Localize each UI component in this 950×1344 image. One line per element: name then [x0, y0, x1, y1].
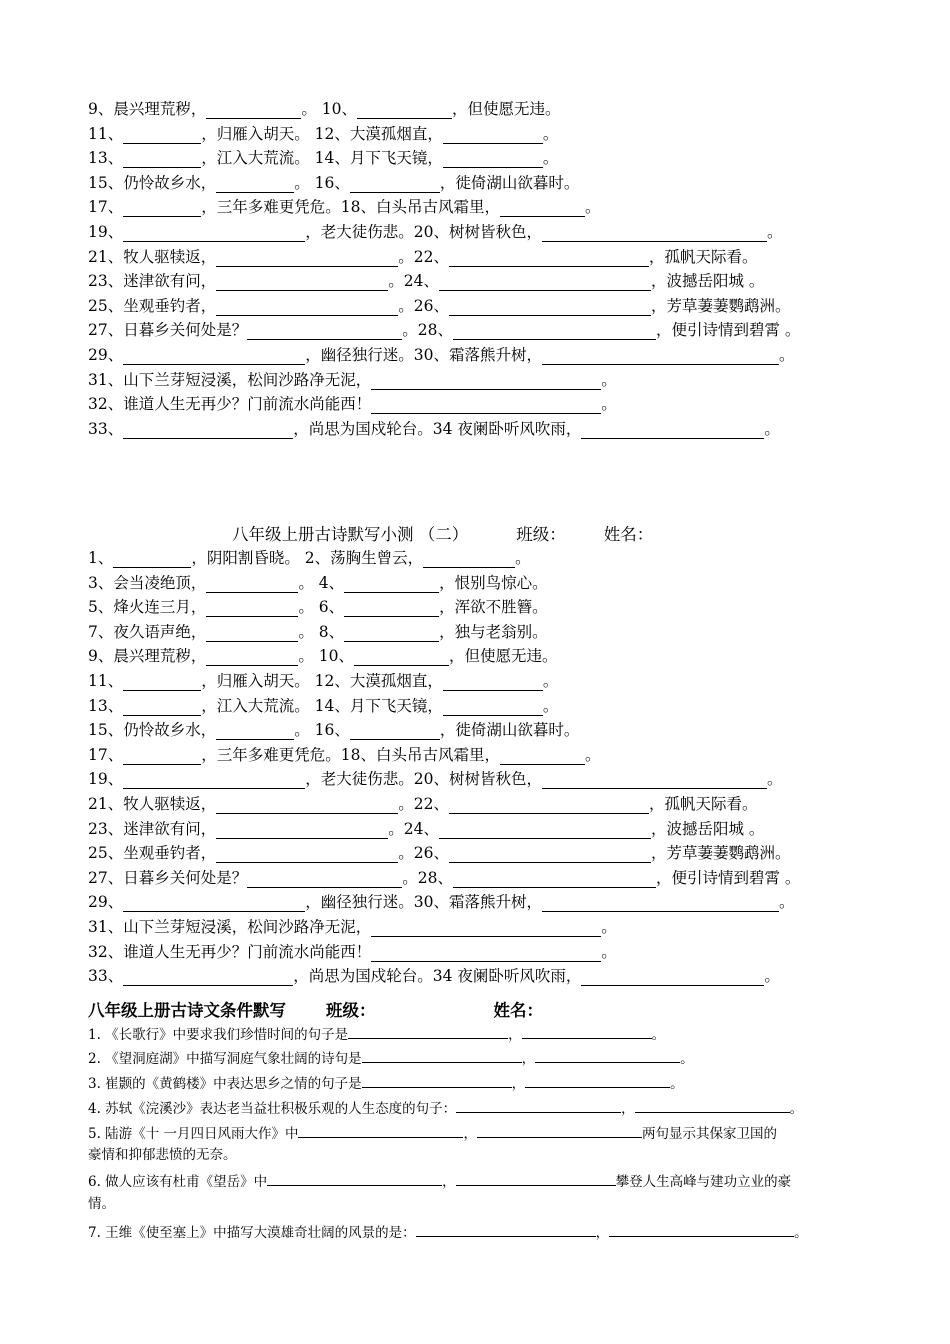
quiz2-fill-text: 3、会当凌绝顶， — [88, 573, 207, 592]
answer-blank[interactable] — [443, 127, 543, 144]
quiz-title-text: 八年级上册古诗默写小测 （二） — [232, 525, 469, 544]
poem-fill-text: 。 — [601, 395, 617, 414]
answer-blank[interactable] — [581, 969, 764, 986]
condition-text: ， — [521, 1051, 536, 1067]
condition-text: 攀登人生高峰与建功立业的豪 — [615, 1174, 792, 1190]
poem-fill-text: 9、晨兴理荒秽， — [88, 100, 207, 118]
poem-fill-text: 15、仍怜故乡水， — [88, 173, 217, 192]
answer-blank[interactable] — [216, 250, 398, 267]
condition-item — [88, 1098, 803, 1118]
quiz2-fill-text: 27、日暮乡关何处是？ — [88, 868, 248, 887]
quiz-title — [232, 521, 653, 545]
quiz2-fill-line — [88, 548, 531, 569]
condition-text: 。 — [789, 1101, 804, 1117]
answer-blank[interactable] — [542, 225, 767, 242]
quiz2-fill-text: 29、 — [88, 893, 124, 912]
answer-blank[interactable] — [354, 649, 449, 666]
answer-blank[interactable] — [216, 797, 398, 814]
answer-blank[interactable] — [522, 1024, 652, 1039]
quiz2-fill-text: ，便引诗情到碧霄 。 — [655, 868, 801, 887]
answer-blank[interactable] — [123, 422, 293, 439]
poem-fill-text: 。22、 — [398, 247, 449, 266]
quiz2-fill-text: ，浑欲不胜簪。 — [439, 598, 548, 617]
quiz2-fill-text: 。 — [584, 745, 601, 764]
poem-fill-text: 。 — [778, 346, 795, 364]
answer-blank[interactable] — [535, 1048, 680, 1063]
answer-blank[interactable] — [423, 551, 515, 568]
answer-blank[interactable] — [348, 1024, 508, 1039]
quiz2-fill-text: 。 8、 — [298, 622, 345, 641]
answer-blank[interactable] — [216, 176, 294, 193]
condition-text: 。 — [680, 1051, 694, 1067]
answer-blank[interactable] — [123, 225, 305, 242]
poem-fill-text: ，徙倚湖山欲暮时。 — [439, 173, 580, 192]
poem-fill-line — [88, 197, 600, 218]
answer-blank[interactable] — [500, 200, 585, 217]
poem-fill-text: ，幽径独行迷。30、霜落熊升树， — [305, 346, 542, 364]
condition-item — [88, 1171, 791, 1191]
poem-fill-text: ，三年多难更凭危。18、白头吊古风霜里， — [201, 198, 500, 217]
answer-blank[interactable] — [453, 871, 656, 888]
poem-fill-line — [88, 247, 757, 268]
poem-fill-line — [88, 148, 558, 169]
condition-text: ， — [508, 1027, 522, 1043]
poem-fill-line — [88, 419, 780, 440]
answer-blank[interactable] — [216, 723, 294, 740]
quiz2-fill-text: 31、山下兰芽短浸溪，松间沙路净无泥， — [88, 918, 372, 936]
quiz2-fill-line — [88, 573, 548, 594]
poem-fill-text: 。24、 — [388, 272, 439, 291]
quiz2-fill-text: 32、谁道人生无再少？门前流水尚能西！ — [88, 942, 372, 961]
answer-blank[interactable] — [525, 1073, 670, 1088]
answer-blank[interactable] — [453, 323, 656, 340]
answer-blank[interactable] — [123, 969, 293, 986]
quiz2-fill-text: ，波撼岳阳城 。 — [650, 819, 765, 838]
quiz2-fill-line — [88, 769, 782, 790]
quiz2-fill-text: 。 6、 — [298, 598, 345, 617]
answer-blank[interactable] — [371, 920, 601, 937]
section-title-text: 八年级上册古诗文条件默写 — [88, 1001, 286, 1020]
answer-blank[interactable] — [344, 576, 439, 593]
poem-fill-text: 32、谁道人生无再少？门前流水尚能西！ — [88, 395, 372, 414]
poem-fill-text: 。 — [601, 370, 617, 389]
poem-fill-text: 13、 — [88, 149, 124, 168]
class-label: 班级： — [326, 1001, 376, 1020]
answer-blank[interactable] — [344, 625, 439, 642]
answer-blank[interactable] — [123, 674, 201, 691]
answer-blank[interactable] — [123, 151, 201, 168]
quiz2-fill-text: 。26、 — [398, 844, 449, 863]
quiz2-fill-text: 。 — [542, 696, 559, 715]
poem-fill-text: 17、 — [88, 198, 124, 217]
quiz2-fill-text: 。 — [764, 967, 780, 986]
condition-text: 。 — [670, 1076, 684, 1092]
quiz2-fill-text: 。 — [601, 918, 617, 936]
poem-fill-text: 。 16、 — [294, 173, 350, 192]
poem-fill-text: 27、日暮乡关何处是？ — [88, 321, 248, 340]
poem-fill-text: 。 10、 — [301, 100, 358, 118]
answer-blank[interactable] — [216, 299, 398, 316]
answer-blank[interactable] — [449, 846, 651, 863]
answer-blank[interactable] — [456, 1098, 621, 1113]
poem-fill-text: ，江入大荒流。 14、月下飞天镜， — [201, 149, 443, 168]
condition-item — [88, 1073, 684, 1093]
poem-fill-line — [88, 345, 794, 366]
condition-text: 。 — [651, 1027, 666, 1043]
answer-blank[interactable] — [449, 299, 651, 316]
quiz2-fill-line — [88, 671, 558, 692]
quiz2-fill-text: 9、晨兴理荒秽， — [88, 647, 207, 666]
answer-blank[interactable] — [635, 1098, 790, 1113]
condition-text: 情。 — [88, 1196, 115, 1212]
answer-blank[interactable] — [500, 748, 585, 765]
quiz2-fill-text: ，江入大荒流。 14、月下飞天镜， — [201, 696, 443, 715]
answer-blank[interactable] — [542, 895, 779, 912]
answer-blank[interactable] — [362, 1048, 522, 1063]
answer-blank[interactable] — [456, 1171, 616, 1186]
quiz2-fill-line — [88, 794, 757, 815]
quiz2-fill-text: 15、仍怜故乡水， — [88, 721, 217, 740]
quiz2-fill-line — [88, 622, 548, 643]
poem-fill-text: 。 — [584, 198, 601, 217]
answer-blank[interactable] — [113, 551, 191, 568]
quiz2-fill-text: ，芳草萋萋鹦鹉洲。 — [650, 844, 791, 863]
condition-text: 。 — [794, 1225, 808, 1241]
quiz2-fill-text: ，尚思为国戍轮台。34 夜阑卧听风吹雨， — [293, 967, 582, 986]
answer-blank[interactable] — [123, 748, 201, 765]
quiz2-fill-line — [88, 892, 794, 913]
answer-blank[interactable] — [206, 649, 298, 666]
quiz2-fill-text: 。24、 — [388, 819, 439, 838]
poem-fill-line — [88, 99, 561, 120]
answer-blank[interactable] — [443, 674, 543, 691]
condition-item — [88, 1222, 808, 1242]
quiz2-fill-line — [88, 942, 617, 963]
quiz2-fill-line — [88, 843, 790, 864]
answer-blank[interactable] — [206, 102, 301, 119]
quiz2-fill-text: 7、夜久语声绝， — [88, 622, 207, 641]
quiz2-fill-text: 。 16、 — [294, 721, 350, 740]
poem-fill-text: ，但使愿无违。 — [452, 100, 561, 118]
poem-fill-text: 31、山下兰芽短浸溪，松间沙路净无泥， — [88, 370, 372, 389]
quiz2-fill-text: 23、迷津欲有问， — [88, 819, 217, 838]
name-label: 姓名： — [493, 1001, 543, 1020]
answer-blank[interactable] — [362, 1073, 512, 1088]
condition-text: 2. 《望洞庭湖》中描写洞庭气象壮阔的诗句是 — [88, 1051, 362, 1067]
answer-blank[interactable] — [357, 102, 452, 119]
quiz2-fill-line — [88, 966, 780, 987]
quiz2-fill-text: ，阴阳割昏晓。 2、荡胸生曾云， — [191, 549, 424, 567]
answer-blank[interactable] — [298, 1123, 463, 1138]
answer-blank[interactable] — [247, 323, 402, 340]
poem-fill-line — [88, 271, 764, 292]
answer-blank[interactable] — [123, 127, 201, 144]
condition-item — [88, 1123, 777, 1143]
condition-text: 4. 苏轼《浣溪沙》表达老当益壮积极乐观的人生态度的句子： — [88, 1101, 457, 1117]
quiz2-fill-text: ，归雁入胡天。 12、大漠孤烟直， — [201, 672, 443, 690]
condition-text: ， — [442, 1174, 456, 1190]
quiz2-fill-text: 。 10、 — [298, 647, 355, 666]
poem-fill-line — [88, 222, 782, 243]
answer-blank[interactable] — [206, 600, 298, 617]
quiz2-fill-text: 25、坐观垂钓者， — [88, 844, 217, 863]
quiz2-fill-text: ，徙倚湖山欲暮时。 — [439, 721, 580, 740]
quiz2-fill-line — [88, 597, 548, 618]
poem-fill-line — [88, 296, 790, 317]
poem-fill-text: 。28、 — [402, 321, 453, 340]
quiz2-fill-text: ，但使愿无违。 — [449, 647, 558, 666]
section-title — [88, 997, 543, 1021]
quiz2-fill-text: 。 — [601, 942, 617, 961]
quiz2-fill-line — [88, 819, 764, 840]
answer-blank[interactable] — [443, 151, 543, 168]
poem-fill-text: 。 — [542, 124, 559, 143]
quiz2-fill-text: 1、 — [88, 549, 114, 567]
answer-blank[interactable] — [123, 895, 305, 912]
quiz2-fill-line — [88, 917, 617, 938]
poem-fill-text: 29、 — [88, 346, 124, 364]
poem-fill-text: 23、迷津欲有问， — [88, 272, 217, 291]
answer-blank[interactable] — [247, 871, 402, 888]
quiz2-fill-text: 。 — [778, 893, 795, 912]
answer-blank[interactable] — [439, 274, 651, 291]
quiz2-fill-text: 。28、 — [402, 868, 453, 887]
quiz2-fill-text: ，独与老翁别。 — [439, 622, 548, 641]
poem-fill-text: 。26、 — [398, 296, 449, 315]
poem-fill-text: 21、牧人驱犊返， — [88, 247, 217, 266]
quiz2-fill-text: 5、烽火连三月， — [88, 598, 207, 617]
name-label: 姓名： — [603, 525, 654, 544]
quiz2-fill-text: 13、 — [88, 696, 124, 715]
quiz2-fill-text: 。 — [515, 549, 531, 567]
poem-fill-line — [88, 394, 617, 415]
quiz2-fill-text: 。 4、 — [298, 573, 345, 592]
quiz2-fill-text: 21、牧人驱犊返， — [88, 795, 217, 813]
answer-blank[interactable] — [439, 822, 651, 839]
condition-text: 豪情和抑郁悲愤的无奈。 — [88, 1147, 237, 1163]
answer-blank[interactable] — [542, 772, 767, 789]
condition-text: 5. 陆游《十 一月四日风雨大作》中 — [88, 1126, 299, 1142]
poem-fill-text: 。 — [764, 419, 780, 438]
poem-fill-text: 25、坐观垂钓者， — [88, 296, 217, 315]
quiz2-fill-text: 11、 — [88, 672, 124, 690]
answer-blank[interactable] — [123, 200, 201, 217]
poem-fill-line — [88, 370, 617, 391]
quiz2-fill-text: 。22、 — [398, 795, 449, 813]
class-label: 班级： — [516, 525, 566, 544]
condition-text: 6. 做人应该有杜甫《望岳》中 — [88, 1174, 268, 1190]
poem-fill-text: ，老大徒伤悲。20、树树皆秋色， — [305, 223, 542, 241]
poem-fill-text: 。 — [766, 223, 783, 241]
answer-blank[interactable] — [449, 250, 649, 267]
poem-fill-text: ，归雁入胡天。 12、大漠孤烟直， — [201, 124, 443, 143]
answer-blank[interactable] — [267, 1171, 442, 1186]
answer-blank[interactable] — [123, 772, 305, 789]
answer-blank[interactable] — [123, 348, 305, 365]
condition-item — [88, 1048, 694, 1068]
condition-text: 两句显示其保家卫国的 — [641, 1126, 777, 1142]
condition-text: ， — [463, 1126, 477, 1142]
condition-text: ， — [595, 1225, 610, 1241]
condition-text: 7. 王维《使至塞上》中描写大漠雄奇壮阔的风景的是： — [88, 1225, 416, 1241]
poem-fill-text: 33、 — [88, 419, 124, 438]
quiz2-fill-text: 。 — [766, 770, 783, 789]
quiz2-fill-text: 19、 — [88, 770, 124, 789]
answer-blank[interactable] — [350, 176, 440, 193]
answer-blank[interactable] — [581, 422, 764, 439]
poem-fill-text: 11、 — [88, 124, 124, 143]
poem-fill-text: ，尚思为国戍轮台。34 夜阑卧听风吹雨， — [293, 419, 582, 438]
quiz2-fill-line — [88, 696, 558, 717]
quiz2-fill-text: ，幽径独行迷。30、霜落熊升树， — [305, 893, 542, 912]
quiz2-fill-text: ，老大徒伤悲。20、树树皆秋色， — [305, 770, 542, 789]
quiz2-fill-line — [88, 745, 600, 766]
quiz2-fill-text: ，恨别鸟惊心。 — [439, 573, 548, 592]
condition-text: ， — [621, 1101, 635, 1117]
answer-blank[interactable] — [216, 274, 388, 291]
quiz2-fill-line — [88, 868, 800, 889]
condition-item — [88, 1024, 665, 1044]
answer-blank[interactable] — [350, 723, 440, 740]
answer-blank[interactable] — [371, 945, 601, 962]
poem-fill-line — [88, 320, 800, 341]
poem-fill-text: ，孤帆天际看。 — [648, 247, 758, 266]
poem-fill-line — [88, 173, 579, 194]
condition-item — [88, 1146, 237, 1164]
answer-blank[interactable] — [371, 373, 601, 390]
quiz2-fill-line — [88, 646, 558, 667]
poem-fill-line — [88, 124, 558, 145]
condition-item — [88, 1195, 115, 1213]
answer-blank[interactable] — [216, 846, 398, 863]
answer-blank[interactable] — [371, 397, 601, 414]
answer-blank[interactable] — [206, 576, 298, 593]
answer-blank[interactable] — [542, 348, 779, 365]
answer-blank[interactable] — [449, 797, 649, 814]
poem-fill-text: 19、 — [88, 223, 124, 241]
quiz2-fill-text: 17、 — [88, 745, 124, 764]
poem-fill-text: ，芳草萋萋鹦鹉洲。 — [650, 296, 791, 315]
condition-text: 3. 崔颢的《黄鹤楼》中表达思乡之情的句子是 — [88, 1076, 362, 1092]
answer-blank[interactable] — [416, 1222, 596, 1237]
condition-text: ， — [511, 1076, 526, 1092]
poem-fill-text: ，便引诗情到碧霄 。 — [655, 321, 801, 340]
poem-fill-text: 。 — [542, 149, 559, 168]
answer-blank[interactable] — [206, 625, 298, 642]
quiz2-fill-text: 。 — [542, 672, 559, 690]
quiz2-fill-text: 33、 — [88, 967, 124, 986]
condition-text: 1. 《长歌行》中要求我们珍惜时间的句子是 — [88, 1027, 349, 1043]
answer-blank[interactable] — [477, 1123, 642, 1138]
answer-blank[interactable] — [216, 822, 388, 839]
answer-blank[interactable] — [609, 1222, 794, 1237]
quiz2-fill-text: ，三年多难更凭危。18、白头吊古风霜里， — [201, 745, 500, 764]
quiz2-fill-line — [88, 720, 579, 741]
answer-blank[interactable] — [443, 699, 543, 716]
answer-blank[interactable] — [123, 699, 201, 716]
poem-fill-text: ，波撼岳阳城 。 — [650, 272, 765, 291]
answer-blank[interactable] — [344, 600, 439, 617]
quiz2-fill-text: ，孤帆天际看。 — [648, 795, 758, 813]
